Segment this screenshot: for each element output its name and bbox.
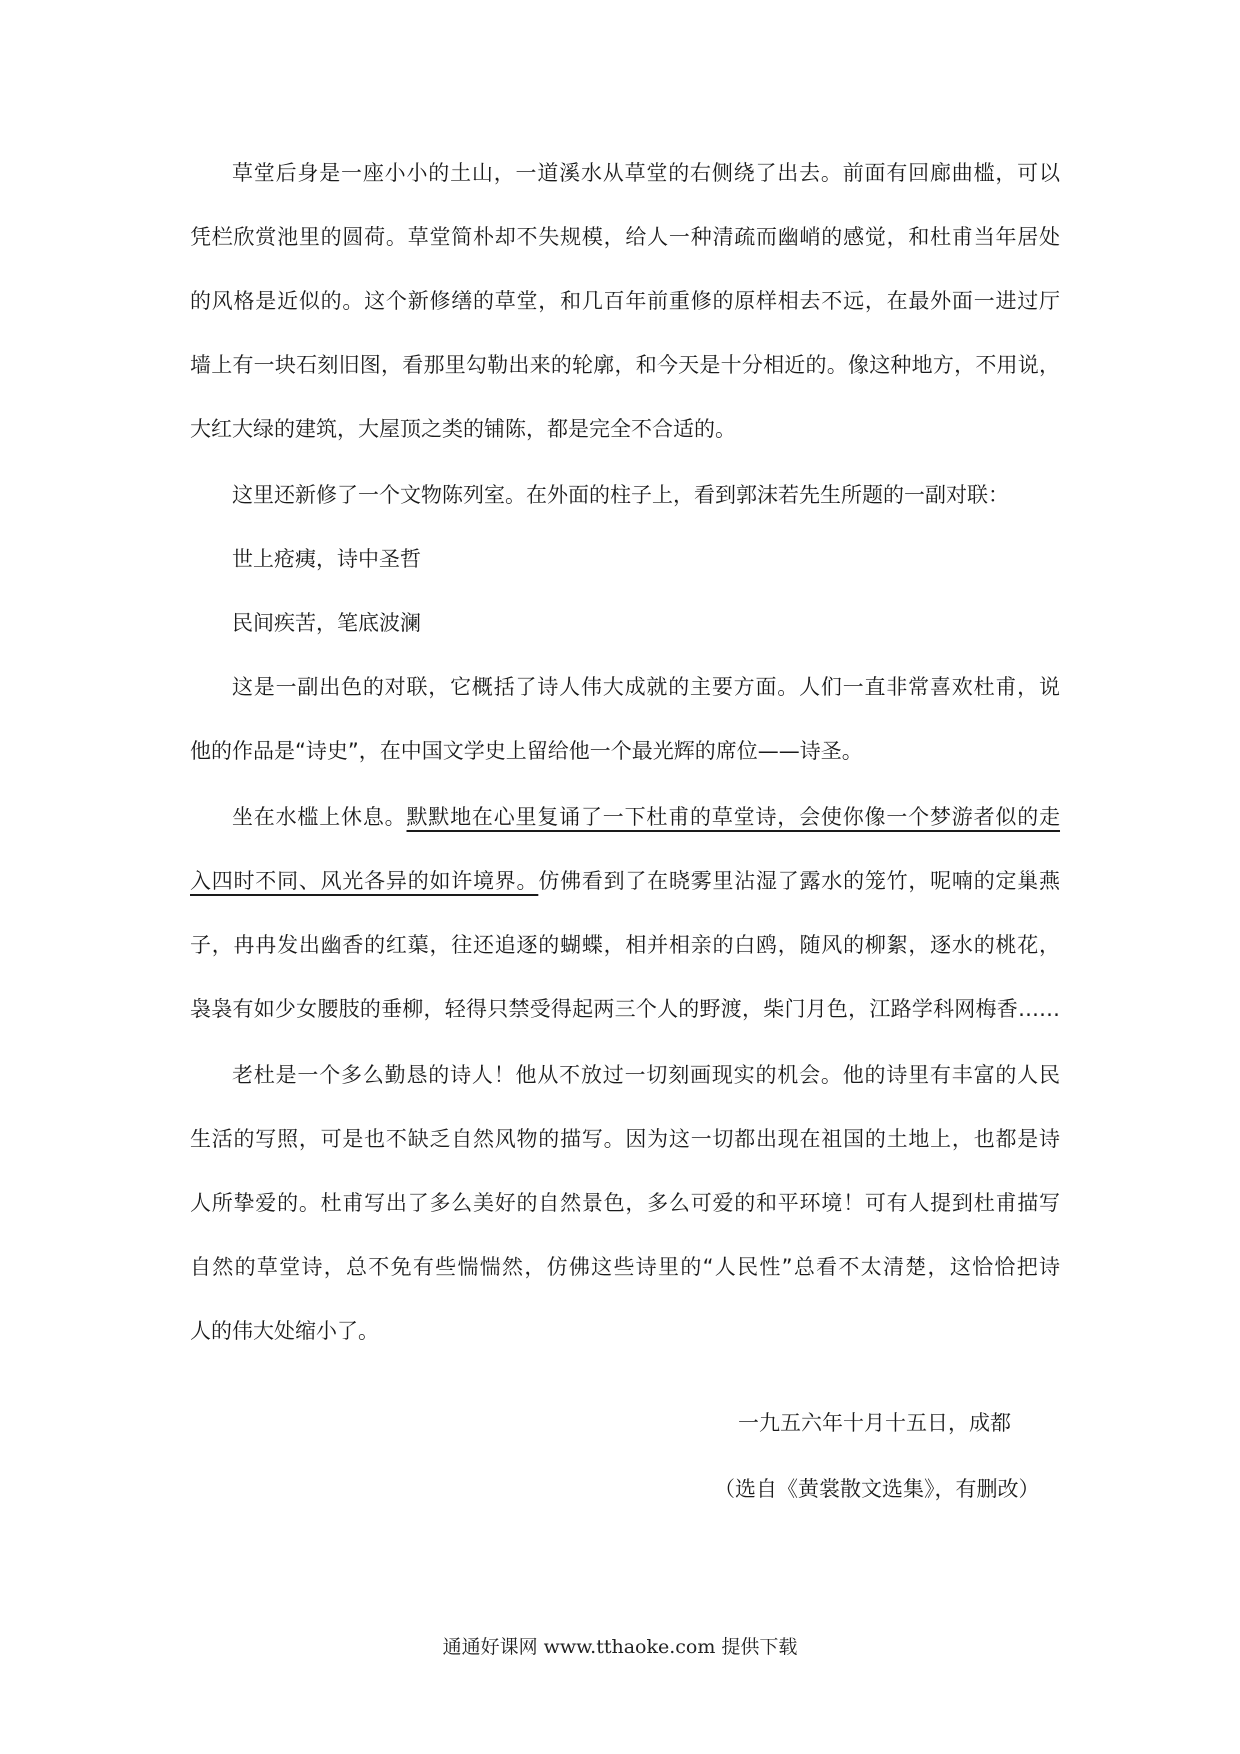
paragraph-4-line-4: 袅袅有如少女腰肢的垂柳，轻得只禁受得起两三个人的野渡，柴门月色，江路学科网梅香…… (190, 997, 1060, 1021)
paragraph-1-line-4: 墙上有一块石刻旧图，看那里勾勒出来的轮廓，和今天是十分相近的。像这种地方，不用说， (190, 353, 1060, 377)
paragraph-4-line-2 (190, 866, 1060, 898)
paragraph-4-plain-continue: 仿佛看到了在晓雾里沾湿了露水的笼竹，呢喃的定巢燕 (538, 869, 1061, 893)
paragraph-1-line-3: 的风格是近似的。这个新修缮的草堂，和几百年前重修的原样相去不远，在最外面一进过厅 (190, 289, 1060, 313)
paragraph-5-line-3: 人所挚爱的。杜甫写出了多么美好的自然景色，多么可爱的和平环境！可有人提到杜甫描写 (190, 1191, 1060, 1215)
footer-credit: 通通好课网 www.tthaoke.com 提供下载 (442, 1636, 798, 1658)
paragraph-2-line: 这里还新修了一个文物陈列室。在外面的柱子上，看到郭沫若先生所题的一副对联： (232, 483, 1009, 507)
source-note: （选自《黄裳散文选集》，有删改） (714, 1477, 1040, 1501)
paragraph-1-line-5: 大红大绿的建筑，大屋顶之类的铺陈，都是完全不合适的。 (190, 417, 736, 441)
underlined-sentence-part-1: 默默地在心里复诵了一下杜甫的草堂诗，会使你像一个梦游者似的走 (406, 805, 1061, 829)
couplet-second-line: 民间疾苦，笔底波澜 (232, 611, 421, 635)
paragraph-5-line-2: 生活的写照，可是也不缺乏自然风物的描写。因为这一切都出现在祖国的土地上，也都是诗 (190, 1127, 1060, 1151)
paragraph-5-line-4: 自然的草堂诗，总不免有些惴惴然，仿佛这些诗里的“人民性”总看不太清楚，这恰恰把诗 (190, 1255, 1060, 1279)
paragraph-3-line-2: 他的作品是“诗史”，在中国文学史上留给他一个最光辉的席位——诗圣。 (190, 739, 863, 763)
paragraph-5-line-1: 老杜是一个多么勤恳的诗人！他从不放过一切刻画现实的机会。他的诗里有丰富的人民 (232, 1063, 1060, 1087)
couplet-first-line: 世上疮痍，诗中圣哲 (232, 547, 421, 571)
paragraph-4-line-1 (232, 802, 1060, 834)
paragraph-5-line-5: 人的伟大处缩小了。 (190, 1319, 379, 1343)
paragraph-4-plain-start: 坐在水槛上休息。 (232, 805, 407, 829)
paragraph-1-line-1: 草堂后身是一座小小的土山，一道溪水从草堂的右侧绕了出去。前面有回廊曲槛，可以 (232, 161, 1060, 185)
underlined-sentence-part-2: 入四时不同、风光各异的如许境界。 (190, 869, 539, 893)
date-place-signature: 一九五六年十月十五日，成都 (738, 1411, 1011, 1435)
paragraph-1-line-2: 凭栏欣赏池里的圆荷。草堂简朴却不失规模，给人一种清疏而幽峭的感觉，和杜甫当年居处 (190, 225, 1060, 249)
paragraph-3-line-1: 这是一副出色的对联，它概括了诗人伟大成就的主要方面。人们一直非常喜欢杜甫，说 (232, 675, 1060, 699)
paragraph-4-line-3: 子，冉冉发出幽香的红蕖，往还追逐的蝴蝶，相并相亲的白鸥，随风的柳絮，逐水的桃花， (190, 933, 1060, 957)
